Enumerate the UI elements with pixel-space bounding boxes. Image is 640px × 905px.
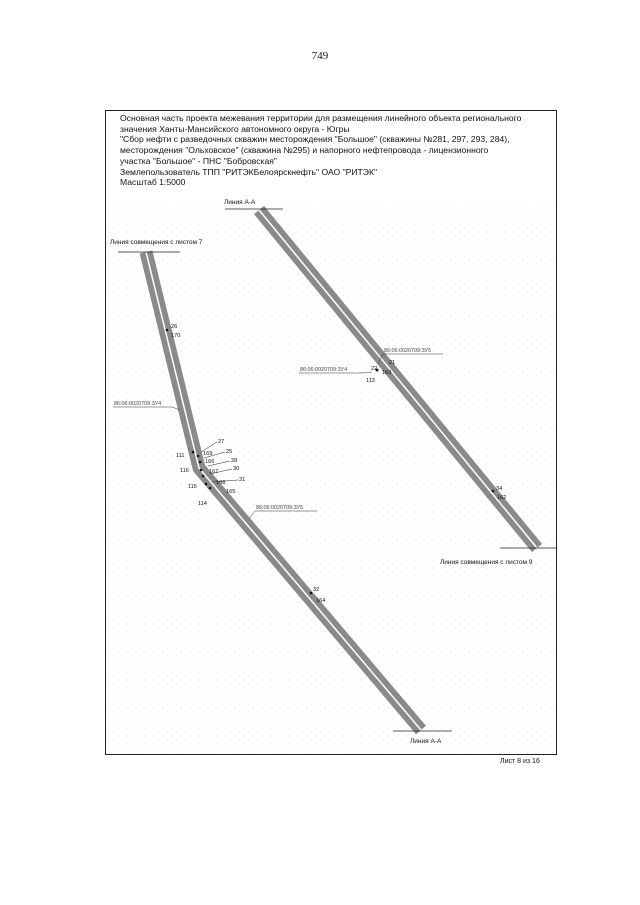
point-27: 27	[218, 439, 225, 445]
point-116: 116	[180, 468, 189, 474]
point-30: 30	[233, 466, 240, 472]
point-115: 115	[188, 484, 197, 490]
point-31: 31	[239, 477, 246, 483]
point-168: 168	[216, 480, 226, 486]
header-line: "Сбор нефти с разведочных скважин месторождения "Большое" (скважины №281, 297, 293, 284),	[120, 134, 510, 145]
point-34: 34	[496, 486, 503, 492]
point-163: 163	[382, 370, 392, 376]
point-170: 170	[171, 333, 181, 339]
point-111: 111	[176, 453, 185, 459]
parcel-zu5-bottom-label: 86:06:0020709:ЗУ5	[256, 505, 304, 511]
point-167: 167	[209, 469, 219, 475]
line-aa-top-label: Линия А-А	[224, 199, 256, 206]
point-164: 164	[316, 598, 326, 604]
join-sheet-7-label: Линия совмещения с листом 7	[110, 239, 203, 246]
parcel-zu4-left-label: 86:06:0020709:ЗУ4	[114, 401, 162, 407]
header-line: месторождения "Ольховское" (скважина №295) и напорного нефтепровода - лицензионного	[120, 145, 489, 156]
point-26: 26	[171, 324, 178, 330]
point-21: 21	[389, 360, 396, 366]
point-169: 169	[203, 451, 213, 457]
header-line: участка "Большое" - ПНС "Бобровская"	[120, 155, 277, 166]
point-114: 114	[198, 501, 207, 507]
point-22: 22	[371, 366, 378, 372]
parcel-zu5-top-label: 86:06:0020709:ЗУ5	[384, 348, 432, 354]
point-162: 162	[497, 495, 507, 501]
point-28: 28	[231, 458, 238, 464]
header-line: Основная часть проекта межевания территории для размещения линейного объекта регионального	[120, 113, 522, 123]
point-166: 166	[205, 459, 215, 465]
page-number: 749	[311, 50, 329, 62]
point-25: 25	[226, 449, 233, 455]
sheet-number: Лист 8 из 16	[500, 758, 540, 765]
point-32: 32	[313, 587, 320, 593]
point-165: 165	[226, 489, 236, 495]
header-line: значения Ханты-Мансийского автономного округа - Югры	[120, 123, 350, 134]
header-line: Землепользователь ТПП "РИТЭКБелоярскнефть" ОАО "РИТЭК"	[120, 166, 378, 177]
header-line: Масштаб 1:5000	[120, 177, 186, 188]
parcel-zu4-mid-label: 86:06:0020709:ЗУ4	[300, 367, 348, 373]
join-sheet-9-label: Линия совмещения с листом 9	[440, 559, 533, 566]
line-aa-bottom-label: Линия А-А	[410, 738, 442, 745]
point-113: 113	[366, 378, 375, 384]
